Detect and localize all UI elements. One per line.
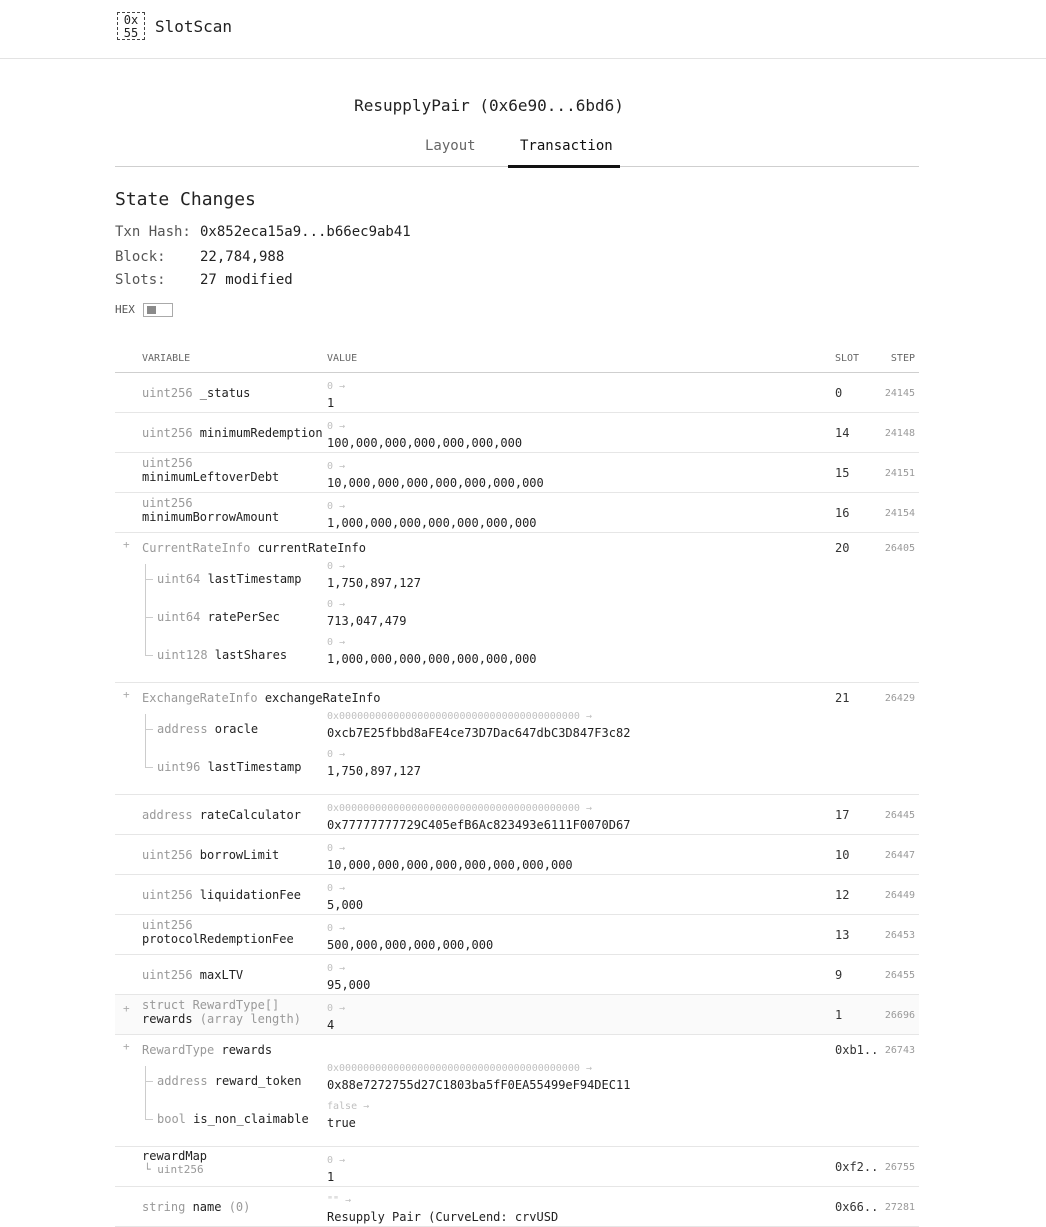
step-value: 26449 — [884, 890, 915, 901]
table-header — [115, 344, 919, 373]
child-old-value: false → — [327, 1101, 370, 1112]
variable-name: minimumBorrowAmount — [142, 510, 280, 524]
row-new-value[interactable]: 4 — [327, 1018, 335, 1032]
row-new-value[interactable]: Resupply Pair (CurveLend: crvUSD — [327, 1210, 559, 1224]
logo-icon[interactable] — [117, 12, 145, 40]
variable-name: rateCalculator — [199, 808, 301, 822]
child-variable-cell — [157, 722, 258, 736]
child-variable-type: address — [157, 722, 215, 736]
table-row[interactable] — [115, 795, 919, 835]
logo-line-1: 0x — [123, 13, 139, 27]
variable-suffix: (array length) — [199, 1012, 301, 1026]
tree-branch — [145, 1081, 153, 1082]
variable-cell — [142, 1200, 250, 1214]
table-row[interactable] — [115, 955, 919, 995]
section-title: State Changes — [115, 189, 256, 210]
child-variable-name: is_non_claimable — [193, 1112, 309, 1126]
row-old-value: "" → — [327, 1195, 352, 1206]
child-old-value: 0 → — [327, 637, 346, 648]
step-value: 26447 — [884, 850, 915, 861]
table-row[interactable] — [115, 533, 919, 683]
expand-icon[interactable]: + — [123, 688, 130, 701]
row-old-value: 0 → — [327, 421, 346, 432]
row-new-value[interactable]: 95,000 — [327, 978, 371, 992]
expand-icon[interactable]: + — [123, 1040, 130, 1053]
step-value: 24154 — [884, 508, 915, 519]
table-row[interactable] — [115, 835, 919, 875]
row-old-value: 0 → — [327, 1155, 346, 1166]
child-variable-name: lastTimestamp — [207, 572, 302, 586]
variable-name: minimumLeftoverDebt — [142, 470, 280, 484]
tree-branch — [145, 617, 153, 618]
slot-value: 20 — [835, 541, 850, 555]
slots-label: Slots: — [115, 272, 166, 288]
child-new-value[interactable]: 1,000,000,000,000,000,000,000 — [327, 652, 537, 666]
table-row[interactable] — [115, 373, 919, 413]
child-new-value[interactable]: true — [327, 1116, 356, 1130]
child-variable-type: bool — [157, 1112, 194, 1126]
variable-name: name — [192, 1200, 222, 1214]
table-row[interactable] — [115, 1187, 919, 1227]
variable-type: └ uint256 — [144, 1163, 204, 1176]
row-new-value[interactable]: 500,000,000,000,000,000 — [327, 938, 494, 952]
child-variable-cell — [157, 1074, 302, 1088]
child-variable-type: uint64 — [157, 610, 208, 624]
block-label: Block: — [115, 249, 166, 265]
variable-suffix: (0) — [221, 1200, 251, 1214]
variable-cell — [142, 848, 279, 862]
hex-toggle[interactable] — [143, 303, 173, 317]
row-old-value: 0x0000000000000000000000000000000000000000 → — [327, 803, 592, 814]
variable-type: uint256 — [142, 888, 200, 902]
table-row[interactable] — [115, 1035, 919, 1147]
variable-type: uint256 — [142, 386, 200, 400]
row-old-value: 0 → — [327, 843, 346, 854]
variable-type: uint256 — [142, 456, 193, 470]
variable-type: address — [142, 808, 200, 822]
top-bar — [0, 0, 1046, 59]
child-new-value[interactable]: 0x88e7272755d27C1803ba5fF0EA55499eF94DEC11 — [327, 1078, 631, 1092]
row-new-value[interactable]: 5,000 — [327, 898, 364, 912]
child-variable-name: reward_token — [214, 1074, 302, 1088]
child-variable-name: lastShares — [214, 648, 288, 662]
slot-value: 1 — [835, 1008, 843, 1022]
child-variable-type: uint128 — [157, 648, 215, 662]
slot-value: 12 — [835, 888, 850, 902]
row-old-value: 0 → — [327, 883, 346, 894]
variable-type: string — [142, 1200, 193, 1214]
child-variable-cell — [157, 1112, 309, 1126]
slot-value: 9 — [835, 968, 843, 982]
page-title: ResupplyPair (0x6e90...6bd6) — [354, 96, 624, 115]
header-variable: VARIABLE — [142, 353, 191, 364]
state-changes-table — [115, 373, 919, 1227]
variable-name: rewards (array length) — [142, 1012, 301, 1026]
tree-branch — [145, 579, 153, 580]
variable-cell — [142, 998, 301, 1026]
step-value: 26453 — [884, 930, 915, 941]
table-row[interactable] — [115, 995, 919, 1035]
header-value: VALUE — [327, 353, 358, 364]
row-old-value: 0 → — [327, 461, 346, 472]
step-value: 26405 — [884, 543, 915, 554]
table-row[interactable] — [115, 683, 919, 795]
block-row — [115, 249, 284, 265]
step-value: 27281 — [884, 1202, 915, 1213]
table-row[interactable] — [115, 915, 919, 955]
expand-icon[interactable]: + — [123, 1002, 130, 1015]
variable-cell — [142, 691, 380, 705]
variable-cell — [142, 968, 243, 982]
slot-value: 15 — [835, 466, 850, 480]
row-old-value: 0 → — [327, 923, 346, 934]
tree-branch — [145, 655, 153, 656]
child-new-value[interactable]: 713,047,479 — [327, 614, 407, 628]
tree-line — [145, 1066, 146, 1119]
child-old-value: 0 → — [327, 561, 346, 572]
child-variable-name: oracle — [214, 722, 259, 736]
step-value: 24145 — [884, 388, 915, 399]
child-old-value: 0 → — [327, 749, 346, 760]
slot-value: 13 — [835, 928, 850, 942]
tree-line — [145, 714, 146, 767]
variable-name: currentRateInfo — [257, 541, 366, 555]
slot-value: 14 — [835, 426, 850, 440]
variable-type: uint256 — [142, 848, 200, 862]
slot-value: 17 — [835, 808, 850, 822]
row-new-value[interactable]: 100,000,000,000,000,000,000 — [327, 436, 523, 450]
slot-value: 0x66.. — [835, 1200, 879, 1214]
variable-cell — [142, 541, 366, 555]
variable-type: uint256 — [142, 426, 200, 440]
slot-value: 21 — [835, 691, 850, 705]
variable-cell — [142, 386, 250, 400]
variable-type: RewardType — [142, 1043, 222, 1057]
table-row[interactable] — [115, 1147, 919, 1187]
child-new-value[interactable]: 1,750,897,127 — [327, 576, 421, 590]
variable-type: struct RewardType[] — [142, 998, 280, 1012]
step-value: 26755 — [884, 1162, 915, 1173]
step-value: 26696 — [884, 1010, 915, 1021]
variable-name: _status — [199, 386, 251, 400]
txn-hash-label: Txn Hash: — [115, 224, 191, 240]
variable-name: rewards — [221, 1043, 273, 1057]
table-row[interactable] — [115, 493, 919, 533]
variable-type: uint256 — [142, 918, 193, 932]
variable-cell — [142, 1043, 272, 1057]
step-value: 26429 — [884, 693, 915, 704]
active-tab-indicator — [508, 165, 620, 168]
txn-hash-value[interactable]: 0x852eca15a9...b66ec9ab41 — [200, 224, 411, 240]
step-value: 24148 — [884, 428, 915, 439]
variable-cell — [142, 918, 294, 946]
variable-cell — [142, 888, 301, 902]
tab-transaction[interactable]: Transaction — [520, 138, 613, 154]
row-old-value: 0 → — [327, 381, 346, 392]
step-value: 26445 — [884, 810, 915, 821]
child-old-value: 0 → — [327, 599, 346, 610]
variable-cell — [142, 808, 301, 822]
row-old-value: 0 → — [327, 501, 346, 512]
hex-toggle-knob — [147, 306, 156, 314]
child-variable-cell — [157, 760, 302, 774]
tab-bar — [115, 130, 919, 167]
slot-value: 0xf2.. — [835, 1160, 879, 1174]
variable-cell — [142, 456, 279, 484]
child-variable-cell — [157, 610, 280, 624]
child-new-value[interactable]: 1,750,897,127 — [327, 764, 421, 778]
header-slot: SLOT — [835, 353, 860, 364]
row-new-value[interactable]: 0x77777777729C405efB6Ac823493e6111F0070D67 — [327, 818, 631, 832]
row-new-value[interactable]: 10,000,000,000,000,000,000,000,000 — [327, 858, 573, 872]
variable-name: minimumRedemption — [199, 426, 323, 440]
variable-type: uint256 — [142, 968, 200, 982]
variable-type: uint256 — [142, 496, 193, 510]
variable-name: borrowLimit — [199, 848, 280, 862]
tree-branch — [145, 729, 153, 730]
child-old-value: 0x0000000000000000000000000000000000000000 → — [327, 711, 592, 722]
variable-name: maxLTV — [199, 968, 244, 982]
child-variable-type: uint96 — [157, 760, 208, 774]
child-variable-cell — [157, 572, 302, 586]
row-new-value[interactable]: 1 — [327, 1170, 335, 1184]
variable-name: protocolRedemptionFee — [142, 932, 294, 946]
child-variable-name: ratePerSec — [207, 610, 280, 624]
slots-value: 27 modified — [200, 272, 293, 288]
hex-label: HEX — [115, 303, 135, 316]
variable-type: CurrentRateInfo — [142, 541, 258, 555]
variable-name: exchangeRateInfo — [264, 691, 381, 705]
tab-layout[interactable]: Layout — [425, 138, 476, 154]
table-row[interactable] — [115, 875, 919, 915]
row-new-value[interactable]: 10,000,000,000,000,000,000,000 — [327, 476, 544, 490]
row-old-value: 0 → — [327, 1003, 346, 1014]
child-variable-name: lastTimestamp — [207, 760, 302, 774]
row-old-value: 0 → — [327, 963, 346, 974]
tree-branch — [145, 767, 153, 768]
child-variable-type: address — [157, 1074, 215, 1088]
step-value: 26455 — [884, 970, 915, 981]
header-step: STEP — [890, 353, 915, 364]
block-value: 22,784,988 — [200, 249, 285, 265]
slots-row — [115, 272, 293, 288]
variable-cell — [142, 496, 279, 524]
slot-value: 0 — [835, 386, 843, 400]
variable-name: liquidationFee — [199, 888, 301, 902]
child-variable-type: uint64 — [157, 572, 208, 586]
table-row[interactable] — [115, 413, 919, 453]
txn-hash-row — [115, 224, 411, 240]
row-new-value[interactable]: 1 — [327, 396, 335, 410]
variable-type: ExchangeRateInfo — [142, 691, 265, 705]
slot-value: 0xb1.. — [835, 1043, 879, 1057]
expand-icon[interactable]: + — [123, 538, 130, 551]
child-new-value[interactable]: 0xcb7E25fbbd8aFE4ce73D7Dac647dbC3D847F3c82 — [327, 726, 631, 740]
tree-line — [145, 564, 146, 655]
app-name[interactable]: SlotScan — [155, 17, 233, 36]
variable-cell — [142, 426, 323, 440]
step-value: 26743 — [884, 1045, 915, 1056]
step-value: 24151 — [884, 468, 915, 479]
variable-name: rewardMap — [142, 1149, 208, 1163]
tree-branch — [145, 1119, 153, 1120]
slot-value: 10 — [835, 848, 850, 862]
table-row[interactable] — [115, 453, 919, 493]
row-new-value[interactable]: 1,000,000,000,000,000,000,000 — [327, 516, 537, 530]
variable-cell — [142, 1150, 207, 1176]
child-old-value: 0x0000000000000000000000000000000000000000 → — [327, 1063, 592, 1074]
slot-value: 16 — [835, 506, 850, 520]
logo-line-2: 55 — [123, 26, 139, 40]
child-variable-cell — [157, 648, 287, 662]
